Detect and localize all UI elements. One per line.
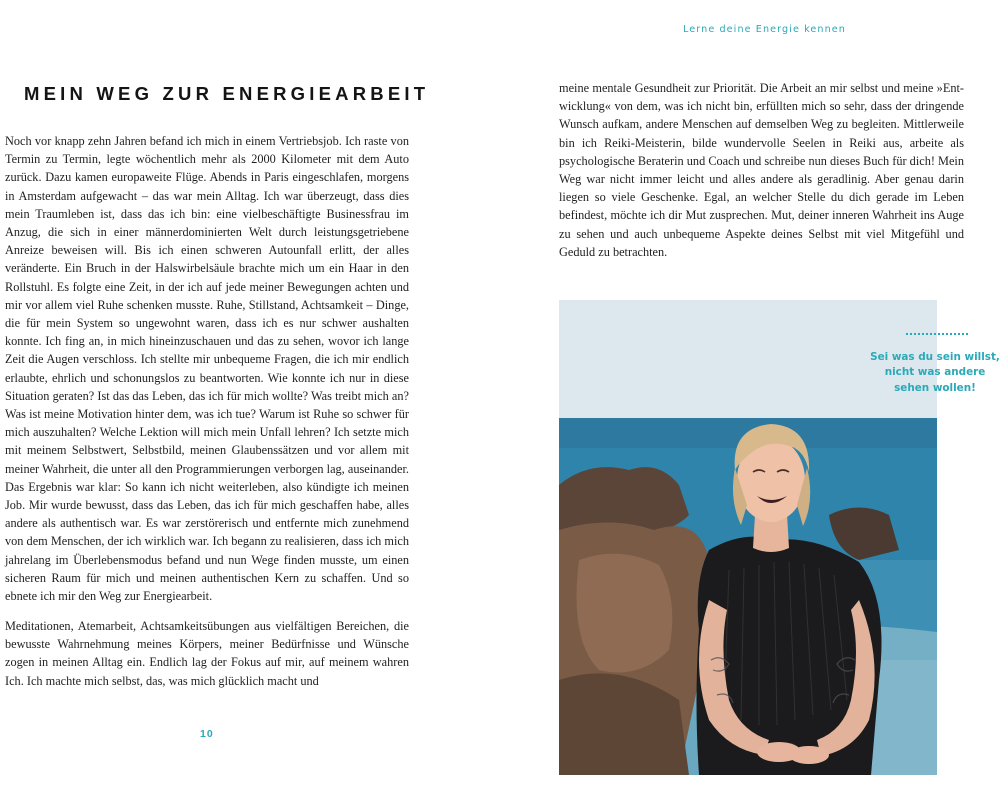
right-page: [540, 0, 1000, 800]
pull-quote: Sei was du sein willst, nicht was andere sehen wollen!: [870, 351, 1000, 394]
pull-quote-divider: [906, 333, 968, 335]
running-header: Lerne deine Energie kennen: [683, 24, 846, 35]
left-paragraph-2: Meditationen, Atemarbeit, Achtsamkeitsübungen aus vielfältigen Bereichen, die bewusste Wahrnehmung meines Körpers, meiner Bedürfnisse und Wünsche zogen in meinen Alltag ein. Endlich lag der Fokus auf mir, auf meinem wahren Ich. Ich machte mich selbst, das, was mich glücklich macht und: [5, 619, 409, 688]
left-paragraph-1: Noch vor knapp zehn Jahren befand ich mich in einem Vertriebsjob. Ich raste von Termin zu Termin, legte wöchentlich mehr als 2000 Kilometer mit dem Auto zurück. Dazu kamen europaweite Flüge. Abends in Paris eingeschlafen, morgens in Amsterdam aufgewacht – das war mein Alltag. Ich war überzeugt, dass dies mein Traumleben ist, dass das ich bin: eine vielbeschäftigte Businessfrau im Anzug, die sich in einer männerdominierten Welt durch leistungsgetriebene Anreize beweisen will. Bis ich einen schweren Autounfall erlitt, der alles veränderte. Ein Bruch in der Halswirbelsäule brachte mich um ein Haar in den Rollstuhl. Es folgte eine Zeit, in der ich auf jede meiner Bewegungen achten und mir vor allem viel Ruhe schenken musste. Ruhe, Stillstand, Achtsamkeit – Dinge, die für mein System so ungewohnt waren, dass ich es nur schwer aushalten konnte. Ich fing an, in mich hineinzuschauen und das zu sehen, wovor ich lange Zeit die Augen verschloss. Ich stellte mir unbequeme Fragen, die ich mir endlich erlaubte, ehrlich und schonungslos zu beantworten. Wie konnte ich nur in diese Situation geraten? Ist das das Leben, das ich für mich wollte? Was treibt mich an? Was ist meine Motivation hinter dem, was ich tue? Warum ist Ruhe so schwer für mich auszuhalten? Welche Lektion will mich mein Unfall lehren? Ich setzte mich mit meinem Selbstwert, Selbstbild, meinen Glaubenssätzen und vor allem mit meiner Wahrheit, die unter all den Programmierungen verborgen lag, auseinander. Das Ergebnis war klar: So kann ich nicht weiterleben, also kündigte ich meinen Job. Mir wurde bewusst, dass das Leben, das ich für mich geschaffen habe, alles andere als authentisch war. Es war zerstörerisch und entfernte mich zunehmend von dem Menschen, der ich wirklich war. Ich begann zu realisieren, dass ich mich jahrelang im Überlebensmodus befand und nun Wege finden musste, um einen sicheren Raum für mich und meinen authentischen Kern zu schaffen. Und so ebnete ich mir den Weg zur Energiearbeit.: [5, 134, 409, 604]
page-number: 10: [200, 728, 214, 740]
right-paragraph-1: meine mentale Gesundheit zur Priorität. Die Arbeit an mir selbst und meine »Ent-wicklung« von dem, was ich nicht bin, erfüllten mich so sehr, dass der dringende Wunsch aufkam, andere Menschen auf demselben Weg zu begleiten. Mittlerweile bin ich Reiki-Meisterin, bilde wundervolle Seelen in Reiki aus, arbeite als psychologische Beraterin und Coach und schreibe nun dieses Buch für dich! Mein Weg war nicht immer leicht und alles andere als geradlinig. Aber genau darin liegen so viele Geschenke. Egal, an welcher Stelle du dich gerade im Leben befindest, möchte ich dir Mut zusprechen. Mut, deiner inneren Wahrheit ins Auge zu sehen und auch unbequeme Aspekte deines Selbst mit viel Mitgefühl und Geduld zu betrachten.: [559, 81, 964, 259]
chapter-title: MEIN WEG ZUR ENERGIEARBEIT: [24, 83, 430, 104]
left-page: [0, 0, 430, 800]
